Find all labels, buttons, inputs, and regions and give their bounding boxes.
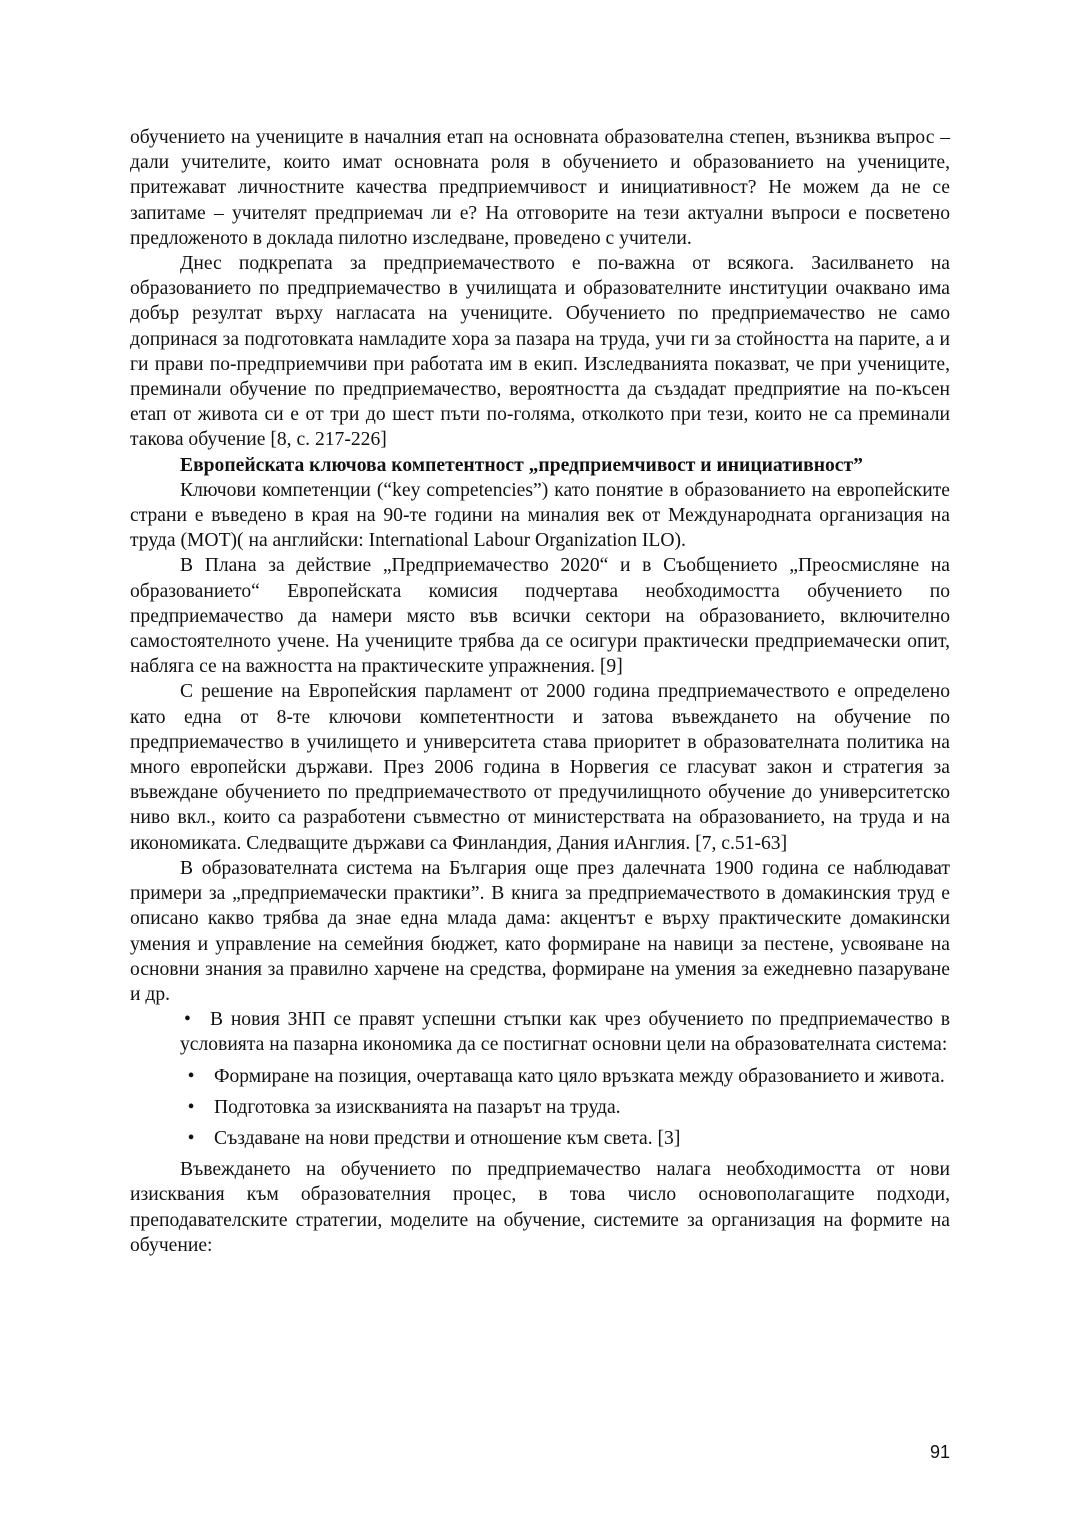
paragraph-6: В образователната система на България още през далечната 1900 година се наблюдават примери за „предприемачески практики”. В книга за предприемачеството в домакинския труд е описано какво трябва да знае една млада дама: акцентът е върху практическите домакински умения и управление на семейния бюджет, като формиране на навици за пестене, усвояване на основни знания за правилно харчене на средства, формиране на умения за ежедневно пазаруване и др. — [130, 857, 950, 1005]
bullet-icon: • — [187, 1127, 195, 1149]
bullet-list — [130, 1007, 950, 1151]
list-item-text: Формиране на позиция, очертаваща като цяло връзката между образованието и живота. — [214, 1065, 945, 1087]
section-heading: Европейската ключова компетентност „предприемчивост и инициативност” — [180, 454, 863, 476]
bullet-icon: • — [187, 1065, 195, 1087]
list-item — [180, 1126, 950, 1151]
paragraph-1: обучението на учениците в началния етап на основната образователна степен, възниква въпрос – дали учителите, които имат основната роля в обучението и образованието на учениците, притежават личностните качества предприемчивост и инициативност? Не можем да не се запитаме – учителят предприемач ли е? На отговорите на тези актуални въпроси е посветено предложеното в доклада пилотно изследване, проведено с учители. — [130, 127, 950, 249]
paragraph-2: Днес подкрепата за предприемачеството е по-важна от всякога. Засилването на образованието по предприемачество в училищата и образователните институции очаквано има добър резултат върху нагласата на учениците. Обучението по предприемачество не само допринася за подготовката намладите хора за пазара на труда, учи ги за стойността на парите, а и ги прави по-предприемчиви при работата им в екип. Изследванията показват, че при учениците, преминали обучение по предприемачество, вероятността да създадат предприятие на по-късен етап от живота си е от три до шест пъти по-голяма, отколкото при тези, които не са преминали такова обучение [8, с. 217-226] — [130, 253, 950, 451]
paragraph-5: С решение на Европейския парламент от 2000 година предприемачеството е определено като една от 8-те ключови компетентности и затова въвеждането на обучение по предприемачество в училището и университета става приоритет в образователната политика на много европейски държави. През 2006 година в Норвегия се гласуват закон и стратегия за въвеждане обучението по предприемачеството от предучилищното обучение до университетско ниво вкл., които са разработени съвместно от министерствата на образованието, на труда и на икономиката. Следващите държави са Финландия, Дания иАнглия. [7, с.51-63] — [130, 681, 950, 854]
bullet-icon: • — [184, 1009, 191, 1031]
paragraph-3: Ключови компетенции (“key competencies”) като понятие в образованието на европейските страни е въведено в края на 90-те години на миналия век от Международната организация на труда (МОТ)( на английски: International Labour Organization ILO). — [130, 479, 950, 552]
bullet-icon: • — [187, 1096, 195, 1118]
paragraph-4: В Плана за действие „Предприемачество 2020“ и в Съобщението „Преосмисляне на образованието“ Европейската комисия подчертава необходимостта обучението по предприемачество да намери място във всички сектори на образованието, включително самостоятелното учене. На учениците трябва да се осигури практически предприемачески опит, набляга се на важността на практическите упражнения. [9] — [130, 555, 950, 678]
list-item — [180, 1007, 950, 1057]
list-item-text: Подготовка за изискванията на пазарът на труда. — [214, 1096, 621, 1118]
list-item-text: В новия ЗНП се правят успешни стъпки как чрез обучението по предприемачество в условията на пазарна икономика да се постигнат основни цели на образователната система: — [180, 1009, 950, 1056]
list-item — [180, 1064, 950, 1089]
page-number: 91 — [929, 1442, 950, 1462]
paragraph-7: Въвеждането на обучението по предприемачество налага необходимостта от нови изисквания към образователния процес, в това число основополагащите подходи, преподавателските стратегии, моделите на обучение, системите за организация на формите на обучение: — [130, 1159, 950, 1256]
page-body — [130, 125, 950, 1258]
list-item-text: Създаване на нови предстви и отношение към света. [3] — [214, 1127, 681, 1149]
list-item — [180, 1095, 950, 1120]
